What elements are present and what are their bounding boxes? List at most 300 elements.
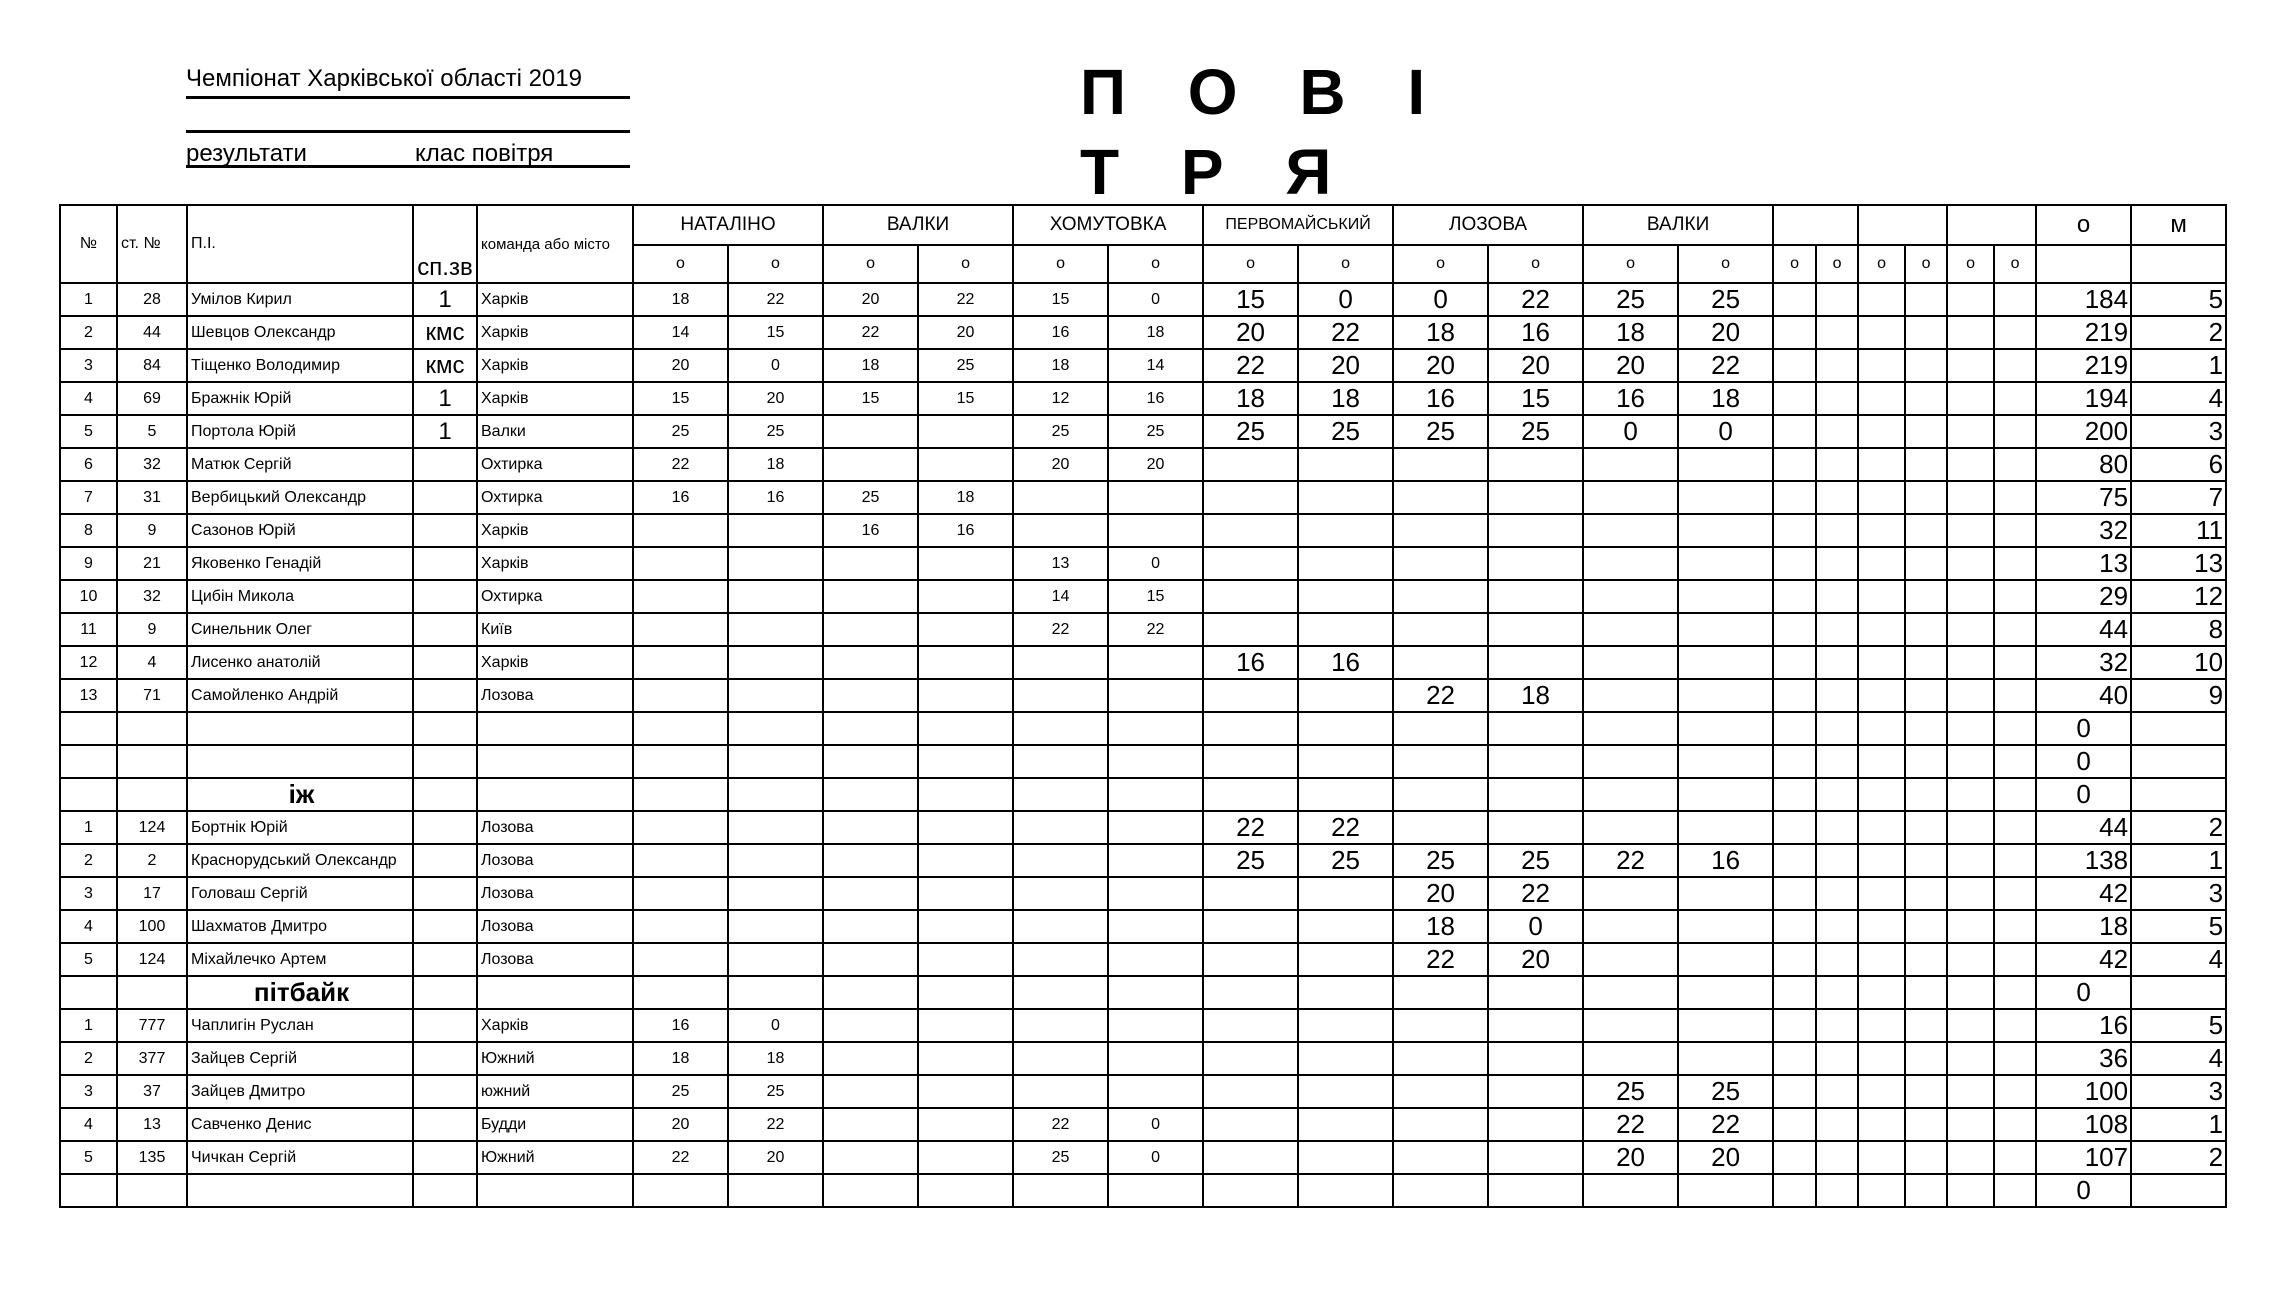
row-place: 13 bbox=[2131, 547, 2226, 580]
blank-score bbox=[1905, 448, 1947, 481]
blank-score bbox=[1013, 976, 1108, 1009]
row-name: Зайцев Сергій bbox=[187, 1042, 413, 1075]
stage-score bbox=[1203, 448, 1298, 481]
blank-score bbox=[1905, 811, 1947, 844]
stage-score: 0 bbox=[1488, 910, 1583, 943]
row-name: Цибін Микола bbox=[187, 580, 413, 613]
stage-score: 22 bbox=[1583, 844, 1678, 877]
row-total: 13 bbox=[2036, 547, 2131, 580]
cell bbox=[187, 745, 413, 778]
col-header-start-no: ст. № bbox=[117, 205, 187, 283]
blank-score bbox=[1816, 646, 1858, 679]
cell bbox=[413, 976, 477, 1009]
stage-score bbox=[633, 547, 728, 580]
blank-score bbox=[1994, 877, 2036, 910]
stage-score bbox=[728, 910, 823, 943]
cell bbox=[1858, 712, 1905, 745]
cell bbox=[633, 1174, 728, 1207]
row-name: Тіщенко Володимир bbox=[187, 349, 413, 382]
cell bbox=[1905, 745, 1947, 778]
blank-score bbox=[1773, 1141, 1816, 1174]
blank-score bbox=[1816, 1042, 1858, 1075]
blank-score bbox=[1994, 1009, 2036, 1042]
row-rank bbox=[413, 1075, 477, 1108]
stage-score: 20 bbox=[1678, 1141, 1773, 1174]
stage-score bbox=[1203, 1042, 1298, 1075]
stage-score bbox=[918, 877, 1013, 910]
row-no: 4 bbox=[60, 382, 117, 415]
stage-score: 25 bbox=[823, 481, 918, 514]
blank-score bbox=[1994, 448, 2036, 481]
stage-score: 25 bbox=[633, 1075, 728, 1108]
row-total: 0 bbox=[2036, 778, 2131, 811]
row-no: 9 bbox=[60, 547, 117, 580]
results-table bbox=[59, 204, 2227, 1208]
blank-score bbox=[1858, 910, 1905, 943]
stage-score: 25 bbox=[1583, 1075, 1678, 1108]
row-total: 29 bbox=[2036, 580, 2131, 613]
blank-score bbox=[1947, 415, 1994, 448]
blank-score bbox=[1203, 778, 1298, 811]
stage-score: 20 bbox=[918, 316, 1013, 349]
blank-score bbox=[1947, 514, 1994, 547]
stage-score bbox=[728, 679, 823, 712]
stage-score: 14 bbox=[1108, 349, 1203, 382]
blank-score bbox=[1583, 778, 1678, 811]
blank-score bbox=[1773, 811, 1816, 844]
stage-score bbox=[1298, 943, 1393, 976]
blank-score bbox=[1905, 943, 1947, 976]
stage-score bbox=[1108, 943, 1203, 976]
stage-score: 25 bbox=[1203, 844, 1298, 877]
row-total: 200 bbox=[2036, 415, 2131, 448]
stage-score bbox=[823, 1075, 918, 1108]
blank-score bbox=[1393, 976, 1488, 1009]
cell bbox=[413, 745, 477, 778]
stage-score bbox=[1298, 613, 1393, 646]
blank-score bbox=[1858, 646, 1905, 679]
blank-score bbox=[1108, 778, 1203, 811]
blank-score bbox=[1947, 283, 1994, 316]
row-total: 138 bbox=[2036, 844, 2131, 877]
cell bbox=[1203, 745, 1298, 778]
stage-score bbox=[1108, 514, 1203, 547]
blank-score bbox=[1905, 613, 1947, 646]
stage-score: 20 bbox=[633, 1108, 728, 1141]
stage-score bbox=[1678, 1009, 1773, 1042]
stage-header: ПЕРВОМАЙСЬКИЙ bbox=[1203, 205, 1393, 245]
row-no: 2 bbox=[60, 844, 117, 877]
points-subheader: о bbox=[1488, 245, 1583, 283]
blank-score bbox=[1947, 646, 1994, 679]
stage-score bbox=[918, 844, 1013, 877]
row-total: 32 bbox=[2036, 646, 2131, 679]
blank-score bbox=[1203, 976, 1298, 1009]
cell bbox=[1858, 745, 1905, 778]
blank-score bbox=[1858, 877, 1905, 910]
stage-score: 14 bbox=[1013, 580, 1108, 613]
stage-score: 22 bbox=[1488, 283, 1583, 316]
row-team: Валки bbox=[477, 415, 633, 448]
stage-score bbox=[1488, 580, 1583, 613]
cell bbox=[1678, 1174, 1773, 1207]
row-team: Харків bbox=[477, 349, 633, 382]
stage-score bbox=[823, 910, 918, 943]
stage-score: 15 bbox=[823, 382, 918, 415]
cell bbox=[413, 778, 477, 811]
cell bbox=[1013, 1174, 1108, 1207]
row-name: Матюк Сергій bbox=[187, 448, 413, 481]
stage-score: 25 bbox=[1013, 415, 1108, 448]
stage-score: 22 bbox=[633, 1141, 728, 1174]
stage-score: 0 bbox=[1108, 1141, 1203, 1174]
blank-score bbox=[1773, 1042, 1816, 1075]
blank-score bbox=[1488, 976, 1583, 1009]
stage-score: 20 bbox=[1488, 943, 1583, 976]
blank-score bbox=[1994, 481, 2036, 514]
row-no: 11 bbox=[60, 613, 117, 646]
stage-score: 25 bbox=[1488, 415, 1583, 448]
points-subheader: о bbox=[823, 245, 918, 283]
blank-score bbox=[1773, 316, 1816, 349]
stage-score: 18 bbox=[1393, 316, 1488, 349]
stage-score bbox=[1108, 1075, 1203, 1108]
stage-score bbox=[1678, 910, 1773, 943]
stage-score bbox=[1488, 646, 1583, 679]
row-name: Чаплигін Руслан bbox=[187, 1009, 413, 1042]
stage-score bbox=[918, 580, 1013, 613]
row-place: 1 bbox=[2131, 349, 2226, 382]
stage-score bbox=[1583, 811, 1678, 844]
blank-score bbox=[1773, 910, 1816, 943]
blank-score bbox=[1816, 679, 1858, 712]
stage-score: 25 bbox=[728, 415, 823, 448]
blank-score bbox=[1773, 976, 1816, 1009]
stage-score bbox=[918, 1042, 1013, 1075]
table-row bbox=[60, 448, 2226, 481]
table-row bbox=[60, 943, 2226, 976]
stage-score: 22 bbox=[1583, 1108, 1678, 1141]
stage-score bbox=[823, 1009, 918, 1042]
cell bbox=[1108, 745, 1203, 778]
stage-score bbox=[918, 646, 1013, 679]
blank-score bbox=[1994, 1075, 2036, 1108]
row-start-no: 44 bbox=[117, 316, 187, 349]
stage-score bbox=[918, 415, 1013, 448]
blank-score bbox=[1816, 382, 1858, 415]
stage-score: 0 bbox=[1108, 1108, 1203, 1141]
cell bbox=[477, 745, 633, 778]
stage-score bbox=[1203, 1009, 1298, 1042]
blank-score bbox=[1858, 514, 1905, 547]
stage-score bbox=[918, 448, 1013, 481]
stage-score bbox=[823, 1141, 918, 1174]
points-subheader: о bbox=[1905, 245, 1947, 283]
blank-score bbox=[1858, 1075, 1905, 1108]
table-row bbox=[60, 580, 2226, 613]
stage-score: 18 bbox=[1013, 349, 1108, 382]
row-no: 2 bbox=[60, 1042, 117, 1075]
stage-score: 0 bbox=[728, 349, 823, 382]
blank-score bbox=[1994, 514, 2036, 547]
stage-score bbox=[823, 448, 918, 481]
stage-score bbox=[1583, 1042, 1678, 1075]
row-rank: кмс bbox=[413, 316, 477, 349]
blank-score bbox=[1773, 844, 1816, 877]
cell bbox=[1773, 712, 1816, 745]
row-place: 5 bbox=[2131, 283, 2226, 316]
row-start-no: 71 bbox=[117, 679, 187, 712]
stage-score: 25 bbox=[1298, 415, 1393, 448]
cell bbox=[1298, 745, 1393, 778]
stage-score bbox=[1203, 514, 1298, 547]
cell bbox=[117, 712, 187, 745]
blank-score bbox=[1583, 976, 1678, 1009]
row-rank bbox=[413, 811, 477, 844]
row-name: Савченко Денис bbox=[187, 1108, 413, 1141]
blank-score bbox=[1905, 283, 1947, 316]
cell bbox=[823, 745, 918, 778]
row-no: 1 bbox=[60, 1009, 117, 1042]
cell bbox=[1108, 1174, 1203, 1207]
stage-score bbox=[1298, 877, 1393, 910]
stage-score bbox=[728, 613, 823, 646]
col-header-total: о bbox=[2036, 205, 2131, 245]
blank-score bbox=[1905, 778, 1947, 811]
cell bbox=[1583, 1174, 1678, 1207]
page-title: П О В І Т Р Я bbox=[1080, 56, 1448, 208]
row-rank bbox=[413, 646, 477, 679]
cell bbox=[1393, 745, 1488, 778]
stage-score bbox=[1298, 580, 1393, 613]
points-subheader: о bbox=[1773, 245, 1816, 283]
stage-score bbox=[823, 415, 918, 448]
blank-score bbox=[1816, 1108, 1858, 1141]
stage-score: 22 bbox=[1203, 349, 1298, 382]
row-rank bbox=[413, 481, 477, 514]
col-header-no: № bbox=[60, 205, 117, 283]
blank-score bbox=[1994, 316, 2036, 349]
stage-score bbox=[1203, 1075, 1298, 1108]
cell bbox=[1678, 712, 1773, 745]
cell bbox=[477, 778, 633, 811]
blank-score bbox=[1858, 547, 1905, 580]
blank-score bbox=[1947, 844, 1994, 877]
blank-score bbox=[1773, 1108, 1816, 1141]
blank-score bbox=[823, 778, 918, 811]
blank-score bbox=[1816, 514, 1858, 547]
blank-score bbox=[1773, 349, 1816, 382]
row-place: 3 bbox=[2131, 1075, 2226, 1108]
blank-score bbox=[1773, 481, 1816, 514]
stage-score: 16 bbox=[1393, 382, 1488, 415]
stage-score: 15 bbox=[633, 382, 728, 415]
blank-score bbox=[1905, 646, 1947, 679]
row-no: 12 bbox=[60, 646, 117, 679]
row-rank bbox=[413, 547, 477, 580]
blank-score bbox=[1905, 844, 1947, 877]
row-start-no: 124 bbox=[117, 943, 187, 976]
stage-score bbox=[823, 547, 918, 580]
blank-score bbox=[1905, 547, 1947, 580]
stage-score: 22 bbox=[1298, 811, 1393, 844]
blank-score bbox=[1905, 481, 1947, 514]
cell bbox=[117, 778, 187, 811]
points-subheader: о bbox=[1298, 245, 1393, 283]
cell bbox=[1488, 745, 1583, 778]
blank-score bbox=[1994, 547, 2036, 580]
row-name: Головаш Сергій bbox=[187, 877, 413, 910]
stage-score: 0 bbox=[1583, 415, 1678, 448]
blank-score bbox=[1947, 382, 1994, 415]
cell bbox=[1947, 712, 1994, 745]
stage-score bbox=[633, 811, 728, 844]
stage-score: 16 bbox=[918, 514, 1013, 547]
stage-score bbox=[1488, 1141, 1583, 1174]
blank-score bbox=[1947, 316, 1994, 349]
stage-score: 25 bbox=[1298, 844, 1393, 877]
blank-score bbox=[1858, 679, 1905, 712]
blank-score bbox=[1858, 811, 1905, 844]
cell bbox=[1298, 1174, 1393, 1207]
stage-score bbox=[633, 580, 728, 613]
stage-score bbox=[1678, 514, 1773, 547]
blank-score bbox=[1816, 349, 1858, 382]
stage-score bbox=[823, 646, 918, 679]
points-subheader: о bbox=[1393, 245, 1488, 283]
stage-score bbox=[633, 844, 728, 877]
row-rank: кмс bbox=[413, 349, 477, 382]
blank-score bbox=[1905, 1075, 1947, 1108]
row-no: 13 bbox=[60, 679, 117, 712]
blank-score bbox=[1905, 349, 1947, 382]
stage-score: 20 bbox=[633, 349, 728, 382]
stage-score: 25 bbox=[1108, 415, 1203, 448]
stage-score bbox=[823, 1108, 918, 1141]
row-no: 4 bbox=[60, 1108, 117, 1141]
row-name: Міхайлечко Артем bbox=[187, 943, 413, 976]
row-total: 44 bbox=[2036, 811, 2131, 844]
row-name: Портола Юрій bbox=[187, 415, 413, 448]
stage-score: 18 bbox=[1203, 382, 1298, 415]
stage-score bbox=[728, 646, 823, 679]
stage-score: 22 bbox=[1488, 877, 1583, 910]
cell bbox=[633, 712, 728, 745]
cell bbox=[728, 712, 823, 745]
blank-header bbox=[1773, 205, 1858, 245]
cell bbox=[117, 1174, 187, 1207]
stage-score: 16 bbox=[728, 481, 823, 514]
points-subheader: о bbox=[728, 245, 823, 283]
row-team: Лозова bbox=[477, 877, 633, 910]
blank-score bbox=[1905, 1108, 1947, 1141]
blank-score bbox=[1994, 1141, 2036, 1174]
stage-score: 22 bbox=[728, 283, 823, 316]
row-total: 44 bbox=[2036, 613, 2131, 646]
blank-score bbox=[1947, 778, 1994, 811]
cell bbox=[1816, 1174, 1858, 1207]
cell bbox=[1393, 1174, 1488, 1207]
blank-score bbox=[1994, 646, 2036, 679]
stage-score bbox=[1298, 1075, 1393, 1108]
stage-score bbox=[728, 580, 823, 613]
stage-score bbox=[1678, 811, 1773, 844]
cell bbox=[1203, 1174, 1298, 1207]
blank-score bbox=[1816, 580, 1858, 613]
row-start-no: 28 bbox=[117, 283, 187, 316]
blank-score bbox=[1947, 679, 1994, 712]
row-total: 0 bbox=[2036, 976, 2131, 1009]
stage-score bbox=[1393, 1108, 1488, 1141]
row-rank bbox=[413, 613, 477, 646]
stage-score bbox=[1203, 877, 1298, 910]
col-header-rank: сп.зв bbox=[413, 205, 477, 283]
row-rank bbox=[413, 448, 477, 481]
blank-score bbox=[1947, 1042, 1994, 1075]
blank-score bbox=[1298, 778, 1393, 811]
cell bbox=[823, 1174, 918, 1207]
cell bbox=[117, 976, 187, 1009]
stage-score bbox=[728, 547, 823, 580]
stage-score: 20 bbox=[1203, 316, 1298, 349]
stage-score: 16 bbox=[1298, 646, 1393, 679]
table-row bbox=[60, 283, 2226, 316]
stage-score bbox=[728, 514, 823, 547]
stage-score bbox=[1488, 1009, 1583, 1042]
table-row bbox=[60, 1108, 2226, 1141]
row-rank bbox=[413, 844, 477, 877]
stage-score: 18 bbox=[728, 448, 823, 481]
stage-score bbox=[1583, 679, 1678, 712]
row-total: 42 bbox=[2036, 943, 2131, 976]
cell bbox=[477, 1174, 633, 1207]
blank-score bbox=[1947, 1009, 1994, 1042]
stage-score bbox=[1013, 481, 1108, 514]
cell bbox=[60, 712, 117, 745]
row-no: 3 bbox=[60, 877, 117, 910]
blank-score bbox=[1858, 1042, 1905, 1075]
row-rank bbox=[413, 877, 477, 910]
stage-score bbox=[1298, 1141, 1393, 1174]
row-place: 5 bbox=[2131, 910, 2226, 943]
stage-score bbox=[1583, 910, 1678, 943]
stage-score bbox=[1678, 613, 1773, 646]
row-name: Умілов Кирил bbox=[187, 283, 413, 316]
stage-score: 20 bbox=[1583, 1141, 1678, 1174]
stage-score bbox=[1393, 1075, 1488, 1108]
stage-score bbox=[1013, 910, 1108, 943]
stage-score: 20 bbox=[728, 382, 823, 415]
cell bbox=[1947, 1174, 1994, 1207]
stage-score bbox=[1678, 448, 1773, 481]
stage-score bbox=[1583, 943, 1678, 976]
cell bbox=[60, 1174, 117, 1207]
row-start-no: 84 bbox=[117, 349, 187, 382]
stage-score bbox=[1393, 613, 1488, 646]
blank-score bbox=[1905, 514, 1947, 547]
stage-score bbox=[633, 646, 728, 679]
row-place: 6 bbox=[2131, 448, 2226, 481]
stage-score bbox=[1013, 1009, 1108, 1042]
row-team: Лозова bbox=[477, 910, 633, 943]
stage-score bbox=[1298, 514, 1393, 547]
stage-score bbox=[1393, 1009, 1488, 1042]
row-total: 108 bbox=[2036, 1108, 2131, 1141]
stage-score bbox=[728, 943, 823, 976]
stage-score: 16 bbox=[1488, 316, 1583, 349]
stage-score bbox=[918, 1141, 1013, 1174]
row-no: 3 bbox=[60, 1075, 117, 1108]
